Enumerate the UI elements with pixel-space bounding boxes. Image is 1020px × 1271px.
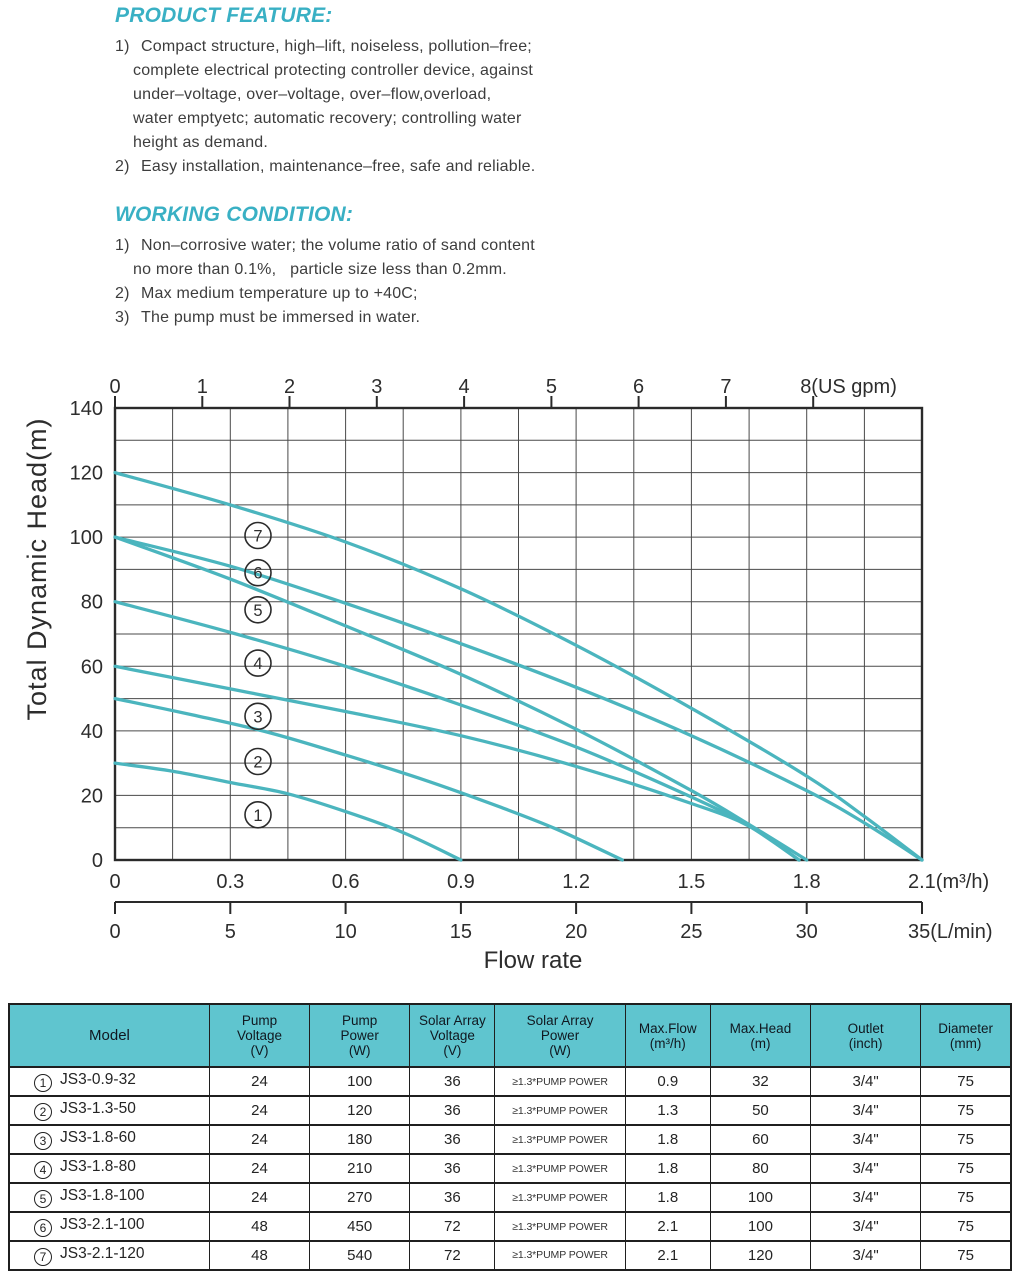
pump-power-cell: 270 <box>310 1183 410 1212</box>
x-axis-m3h-tick-label: 0.3 <box>216 871 245 893</box>
solar-voltage-cell: 36 <box>410 1183 495 1212</box>
spec-table <box>8 1003 1012 1271</box>
solar-power-cell: ≥1.3*PUMP POWER <box>495 1241 625 1270</box>
diameter-cell: 75 <box>921 1096 1011 1125</box>
solar-voltage-cell: 36 <box>410 1125 495 1154</box>
product-feature-title: PRODUCT FEATURE: <box>115 4 333 27</box>
solar-power-cell: ≥1.3*PUMP POWER <box>495 1096 625 1125</box>
working-condition-title: WORKING CONDITION: <box>115 203 354 226</box>
column-header: Pump Power (W) <box>310 1004 410 1067</box>
pump-voltage-cell: 24 <box>209 1125 309 1154</box>
top-axis-tick-label: 6 <box>633 376 645 398</box>
top-axis-tick-label: 2 <box>283 376 296 398</box>
y-axis-tick-label: 60 <box>80 656 103 679</box>
pump-power-cell: 450 <box>310 1212 410 1241</box>
text-item <box>115 155 690 179</box>
row-number-badge: 4 <box>34 1161 52 1179</box>
column-header: Model <box>9 1004 209 1067</box>
solar-power-cell: ≥1.3*PUMP POWER <box>495 1212 625 1241</box>
text-line: height as demand. <box>133 134 269 151</box>
row-number-badge: 2 <box>34 1103 52 1121</box>
pump-curve-2 <box>115 699 622 860</box>
x-axis-title: Flow rate <box>483 947 583 974</box>
text-line: 2) Max medium temperature up to +40C; <box>115 282 690 306</box>
y-axis-tick-label: 80 <box>80 591 103 614</box>
pump-voltage-cell: 24 <box>209 1067 309 1096</box>
max-flow-cell: 2.1 <box>625 1241 710 1270</box>
top-axis-tick-label: 3 <box>371 376 383 398</box>
curve-label-number-6: 6 <box>253 564 263 583</box>
x-axis-lmin-tick-label: 15 <box>449 921 473 943</box>
outlet-cell: 3/4" <box>811 1183 921 1212</box>
pump-voltage-cell: 48 <box>209 1241 309 1270</box>
max-flow-cell: 0.9 <box>625 1067 710 1096</box>
x-axis-lmin-tick-label: 35(L/min) <box>908 921 993 943</box>
y-axis-tick-label: 120 <box>69 462 103 485</box>
top-axis-tick-label: 0 <box>109 376 121 398</box>
x-axis-m3h-tick-label: 0.9 <box>446 871 475 893</box>
solar-voltage-cell: 36 <box>410 1067 495 1096</box>
pump-power-cell: 100 <box>310 1067 410 1096</box>
table-row <box>9 1125 1011 1154</box>
text-line: 1) Non–corrosive water; the volume ratio of sand content <box>115 234 690 258</box>
curve-label-number-3: 3 <box>253 708 263 727</box>
diameter-cell: 75 <box>921 1067 1011 1096</box>
x-axis-m3h-tick-label: 1.8 <box>792 871 821 893</box>
text-line: under–voltage, over–voltage, over–flow,overload, <box>133 86 492 103</box>
diameter-cell: 75 <box>921 1212 1011 1241</box>
y-axis-tick-label: 40 <box>80 720 103 743</box>
curve-label-number-5: 5 <box>253 601 263 620</box>
max-flow-cell: 1.8 <box>625 1183 710 1212</box>
diameter-cell: 75 <box>921 1241 1011 1270</box>
y-axis-tick-label: 0 <box>91 850 103 872</box>
chart-svg <box>0 360 1020 980</box>
text-item <box>115 35 690 155</box>
table-row <box>9 1154 1011 1183</box>
text-item <box>115 306 690 330</box>
text-item <box>115 282 690 306</box>
item-number: 2) <box>115 285 130 302</box>
solar-voltage-cell: 36 <box>410 1154 495 1183</box>
max-flow-cell: 2.1 <box>625 1212 710 1241</box>
row-number-badge: 3 <box>34 1132 52 1150</box>
row-number-badge: 1 <box>34 1074 52 1092</box>
top-axis-tick-label: 4 <box>458 376 470 398</box>
solar-power-cell: ≥1.3*PUMP POWER <box>495 1183 625 1212</box>
model-name: JS3-2.1-100 <box>60 1216 145 1233</box>
text-line: complete electrical protecting controller device, against <box>133 62 534 79</box>
item-number: 1) <box>115 38 130 55</box>
pump-power-cell: 540 <box>310 1241 410 1270</box>
diameter-cell: 75 <box>921 1154 1011 1183</box>
x-axis-lmin-tick-label: 5 <box>224 921 236 943</box>
model-name: JS3-1.8-60 <box>60 1129 136 1146</box>
pump-voltage-cell: 24 <box>209 1183 309 1212</box>
product-feature-section <box>115 4 690 179</box>
outlet-cell: 3/4" <box>811 1154 921 1183</box>
item-number: 2) <box>115 158 130 175</box>
model-name: JS3-1.8-80 <box>60 1158 136 1175</box>
x-axis-lmin-tick-label: 20 <box>564 921 588 943</box>
max-head-cell: 32 <box>710 1067 810 1096</box>
text-line: 2) Easy installation, maintenance–free, safe and reliable. <box>115 155 690 179</box>
outlet-cell: 3/4" <box>811 1096 921 1125</box>
solar-power-cell: ≥1.3*PUMP POWER <box>495 1125 625 1154</box>
model-cell <box>9 1241 209 1270</box>
outlet-cell: 3/4" <box>811 1241 921 1270</box>
column-header: Max.Flow (m³/h) <box>625 1004 710 1067</box>
max-head-cell: 100 <box>710 1212 810 1241</box>
model-name: JS3-2.1-120 <box>60 1244 145 1262</box>
x-axis-lmin-tick-label: 0 <box>109 921 121 943</box>
column-header: Solar Array Power (W) <box>495 1004 625 1067</box>
text-line: 1) Compact structure, high–lift, noiseless, pollution–free; <box>115 35 690 59</box>
diameter-cell: 75 <box>921 1125 1011 1154</box>
pump-power-cell: 120 <box>310 1096 410 1125</box>
max-flow-cell: 1.3 <box>625 1096 710 1125</box>
model-name: JS3-1.3-50 <box>60 1100 136 1117</box>
x-axis-m3h-tick-label: 0.6 <box>331 871 360 893</box>
x-axis-lmin-tick-label: 30 <box>795 921 818 943</box>
column-header: Pump Voltage (V) <box>209 1004 309 1067</box>
model-name: JS3-0.9-32 <box>60 1071 136 1088</box>
curve-label-number-7: 7 <box>253 527 263 546</box>
x-axis-lmin-tick-label: 25 <box>680 921 703 943</box>
curve-label-number-1: 1 <box>253 806 263 825</box>
column-header: Diameter (mm) <box>921 1004 1011 1067</box>
text-item <box>115 234 690 282</box>
max-head-cell: 100 <box>710 1183 810 1212</box>
text-line: water emptyetc; automatic recovery; controlling water <box>133 110 522 127</box>
top-axis-tick-label: 8(US gpm) <box>800 376 897 398</box>
solar-power-cell: ≥1.3*PUMP POWER <box>495 1067 625 1096</box>
column-header: Max.Head (m) <box>710 1004 810 1067</box>
pump-power-cell: 180 <box>310 1125 410 1154</box>
solar-voltage-cell: 72 <box>410 1241 495 1270</box>
outlet-cell: 3/4" <box>811 1067 921 1096</box>
row-number-badge: 7 <box>34 1248 52 1266</box>
x-axis-m3h-tick-label: 2.1(m³/h) <box>908 871 990 893</box>
curve-label-number-2: 2 <box>253 753 263 772</box>
x-axis-lmin-tick-label: 10 <box>334 921 357 943</box>
model-cell <box>9 1125 209 1154</box>
row-number-badge: 6 <box>34 1219 52 1237</box>
top-axis-tick-label: 5 <box>545 376 557 398</box>
max-head-cell: 60 <box>710 1125 810 1154</box>
curve-label-number-4: 4 <box>253 655 263 674</box>
pump-voltage-cell: 24 <box>209 1096 309 1125</box>
pump-voltage-cell: 24 <box>209 1154 309 1183</box>
model-cell <box>9 1154 209 1183</box>
working-condition-body <box>115 234 690 330</box>
model-cell <box>9 1212 209 1241</box>
column-header: Solar Array Voltage (V) <box>410 1004 495 1067</box>
x-axis-m3h-tick-label: 1.5 <box>677 871 706 893</box>
table-row <box>9 1212 1011 1241</box>
top-axis-tick-label: 7 <box>720 376 732 398</box>
outlet-cell: 3/4" <box>811 1125 921 1154</box>
max-head-cell: 120 <box>710 1241 810 1270</box>
spec-table-wrap <box>8 1003 1012 1271</box>
max-head-cell: 80 <box>710 1154 810 1183</box>
x-axis-m3h-tick-label: 1.2 <box>562 871 591 893</box>
pump-voltage-cell: 48 <box>209 1212 309 1241</box>
item-number: 1) <box>115 237 130 254</box>
y-axis-tick-label: 100 <box>69 527 103 550</box>
working-condition-section <box>115 203 690 330</box>
table-row <box>9 1241 1011 1270</box>
column-header: Outlet (inch) <box>811 1004 921 1067</box>
max-flow-cell: 1.8 <box>625 1154 710 1183</box>
table-row <box>9 1096 1011 1125</box>
y-axis-tick-label: 140 <box>69 398 103 420</box>
model-cell <box>9 1096 209 1125</box>
solar-voltage-cell: 36 <box>410 1096 495 1125</box>
text-line: no more than 0.1%, particle size less than 0.2mm. <box>133 261 507 278</box>
row-number-badge: 5 <box>34 1190 52 1208</box>
outlet-cell: 3/4" <box>811 1212 921 1241</box>
pump-performance-chart <box>0 360 1020 980</box>
model-cell <box>9 1183 209 1212</box>
solar-voltage-cell: 72 <box>410 1212 495 1241</box>
header-row <box>9 1004 1011 1067</box>
product-feature-body <box>115 35 690 179</box>
text-line: 3) The pump must be immersed in water. <box>115 306 690 330</box>
item-number: 3) <box>115 309 130 326</box>
table-row <box>9 1067 1011 1096</box>
pump-power-cell: 210 <box>310 1154 410 1183</box>
model-name: JS3-1.8-100 <box>60 1187 145 1204</box>
max-head-cell: 50 <box>710 1096 810 1125</box>
solar-power-cell: ≥1.3*PUMP POWER <box>495 1154 625 1183</box>
top-axis-tick-label: 1 <box>196 376 208 398</box>
y-axis-tick-label: 20 <box>80 785 103 808</box>
y-axis-title: Total Dynamic Head(m) <box>22 417 52 721</box>
max-flow-cell: 1.8 <box>625 1125 710 1154</box>
model-cell <box>9 1067 209 1096</box>
x-axis-m3h-tick-label: 0 <box>109 871 121 893</box>
table-row <box>9 1183 1011 1212</box>
diameter-cell: 75 <box>921 1183 1011 1212</box>
